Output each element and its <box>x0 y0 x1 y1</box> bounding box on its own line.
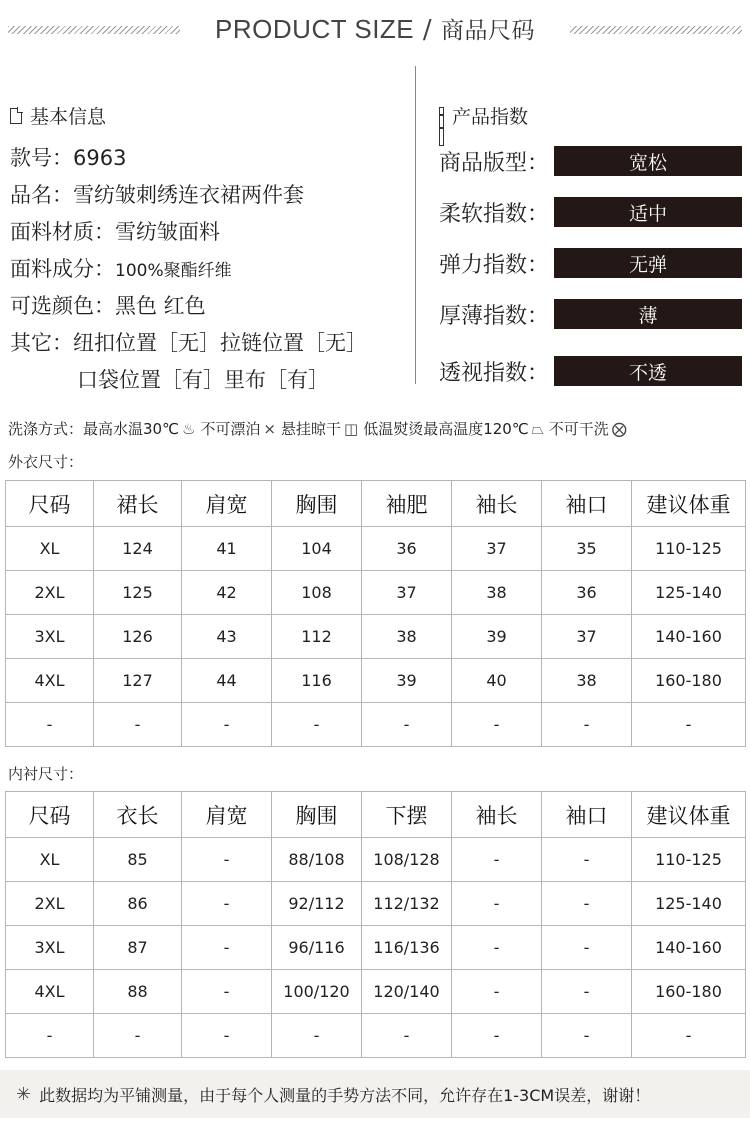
bar-chart-icon <box>439 107 444 125</box>
outer-table-cell: 104 <box>272 527 362 571</box>
outer-header-cell: 建议体重 <box>632 481 746 527</box>
lining-table-cell: 88 <box>94 970 182 1014</box>
outer-table-cell: 116 <box>272 659 362 703</box>
index-value-transparency: 不透 <box>554 356 742 386</box>
outer-table-cell: - <box>272 703 362 747</box>
lining-table-cell: 100/120 <box>272 970 362 1014</box>
basic-info-line-other: 其它：纽扣位置［无］拉链位置［无］ <box>10 331 367 355</box>
basic-info-line-material: 面料材质：雪纺皱面料 <box>10 220 220 244</box>
outer-table-cell: - <box>94 703 182 747</box>
measurement-note: ✳ 此数据均为平铺测量，由于每个人测量的手势方法不同，允许存在1-3CM误差，谢谢！ <box>0 1070 750 1118</box>
outer-header-cell: 尺码 <box>6 481 94 527</box>
lining-table-cell: - <box>542 926 632 970</box>
lining-table-cell: - <box>452 1014 542 1058</box>
basic-info-line-other-continued: 口袋位置［有］里布［有］ <box>77 368 329 392</box>
outer-table-row <box>6 659 746 703</box>
outer-table-cell: - <box>632 703 746 747</box>
outer-size-table <box>5 480 746 747</box>
lining-table-cell: - <box>94 1014 182 1058</box>
outer-table-cell: 112 <box>272 615 362 659</box>
basic-info-line-style: 款号：6963 <box>10 146 127 170</box>
lining-table-row <box>6 926 746 970</box>
lining-table-cell: 92/112 <box>272 882 362 926</box>
outer-table-cell: 38 <box>542 659 632 703</box>
index-row-elasticity: 弹力指数： 无弹 <box>439 248 742 278</box>
index-row-fit: 商品版型： 宽松 <box>439 146 742 176</box>
lining-size-table <box>5 791 746 1058</box>
outer-table-cell: 39 <box>452 615 542 659</box>
hang-dry-icon: ◫ <box>344 419 359 438</box>
lining-header-cell: 衣长 <box>94 792 182 838</box>
lining-header-cell: 胸围 <box>272 792 362 838</box>
lining-table-cell: 116/136 <box>362 926 452 970</box>
lining-table-row <box>6 1014 746 1058</box>
lining-header-cell: 袖长 <box>452 792 542 838</box>
lining-table-row <box>6 838 746 882</box>
lining-table-label: 内衬尺寸： <box>8 765 84 783</box>
outer-header-cell: 袖肥 <box>362 481 452 527</box>
outer-table-cell: 36 <box>542 571 632 615</box>
lining-table-cell: - <box>182 838 272 882</box>
lining-table-cell: - <box>542 1014 632 1058</box>
outer-table-cell: 40 <box>452 659 542 703</box>
outer-header-cell: 裙长 <box>94 481 182 527</box>
outer-table-cell: 35 <box>542 527 632 571</box>
outer-table-cell: 160-180 <box>632 659 746 703</box>
lining-table-cell: 110-125 <box>632 838 746 882</box>
outer-table-cell: 125 <box>94 571 182 615</box>
lining-table-cell: 3XL <box>6 926 94 970</box>
outer-table-row <box>6 571 746 615</box>
outer-table-cell: - <box>452 703 542 747</box>
no-bleach-icon: ⨯ <box>263 419 276 438</box>
outer-table-cell: 43 <box>182 615 272 659</box>
lining-table-cell: - <box>452 970 542 1014</box>
outer-header-cell: 袖长 <box>452 481 542 527</box>
product-index-heading: 产品指数 <box>439 102 528 129</box>
basic-info-heading: 基本信息 <box>10 102 106 129</box>
outer-table-label: 外衣尺寸： <box>8 453 84 471</box>
lining-table-cell: 87 <box>94 926 182 970</box>
lining-table-cell: 86 <box>94 882 182 926</box>
lining-table-cell: - <box>182 926 272 970</box>
lining-table-cell: 125-140 <box>632 882 746 926</box>
outer-table-cell: 38 <box>362 615 452 659</box>
lining-table-cell: - <box>182 970 272 1014</box>
basic-info-line-name: 品名：雪纺皱刺绣连衣裙两件套 <box>10 183 304 207</box>
outer-table-cell: 42 <box>182 571 272 615</box>
page-header <box>0 0 750 62</box>
lining-table-cell: 108/128 <box>362 838 452 882</box>
outer-table-cell: - <box>542 703 632 747</box>
lining-table-cell: - <box>182 882 272 926</box>
lining-table-cell: 4XL <box>6 970 94 1014</box>
lining-header-cell: 尺码 <box>6 792 94 838</box>
lining-table-cell: - <box>272 1014 362 1058</box>
lining-header-cell: 下摆 <box>362 792 452 838</box>
lining-table-row <box>6 882 746 926</box>
lining-header-cell: 建议体重 <box>632 792 746 838</box>
column-divider <box>415 66 416 384</box>
wash-basin-icon: ♨ <box>181 419 196 438</box>
lining-table-cell: - <box>452 882 542 926</box>
lining-table-cell: 96/116 <box>272 926 362 970</box>
lining-table-cell: - <box>362 1014 452 1058</box>
lining-table-cell: - <box>182 1014 272 1058</box>
index-value-softness: 适中 <box>554 197 742 227</box>
outer-table-cell: - <box>6 703 94 747</box>
lining-table-cell: - <box>542 970 632 1014</box>
outer-table-cell: 41 <box>182 527 272 571</box>
outer-table-cell: 108 <box>272 571 362 615</box>
washing-instructions: 洗涤方式： 最高水温30℃ ♨ 不可漂泊 ⨯ 悬挂晾干 ◫ 低温熨烫最高温度120℃ ⏢ 不可干洗 ⨂ <box>8 419 627 438</box>
outer-table-cell: 38 <box>452 571 542 615</box>
outer-table-cell: 127 <box>94 659 182 703</box>
lining-table-cell: 160-180 <box>632 970 746 1014</box>
outer-table-cell: 125-140 <box>632 571 746 615</box>
lining-table-cell: - <box>452 838 542 882</box>
outer-table-cell: XL <box>6 527 94 571</box>
lining-table-cell: - <box>542 838 632 882</box>
outer-table-cell: - <box>362 703 452 747</box>
outer-table-cell: 140-160 <box>632 615 746 659</box>
outer-table-cell: 36 <box>362 527 452 571</box>
outer-header-cell: 胸围 <box>272 481 362 527</box>
outer-header-cell: 袖口 <box>542 481 632 527</box>
outer-table-cell: 39 <box>362 659 452 703</box>
outer-table-row <box>6 527 746 571</box>
lining-table-cell: - <box>542 882 632 926</box>
lining-table-cell: 85 <box>94 838 182 882</box>
outer-table-cell: 4XL <box>6 659 94 703</box>
lining-table-row <box>6 970 746 1014</box>
lining-table-cell: - <box>452 926 542 970</box>
outer-table-cell: 2XL <box>6 571 94 615</box>
lining-table-cell: - <box>6 1014 94 1058</box>
outer-table-row <box>6 703 746 747</box>
outer-table-header-row <box>6 481 746 527</box>
outer-table-cell: 110-125 <box>632 527 746 571</box>
asterisk-icon: ✳ <box>16 1083 32 1105</box>
outer-table-cell: 37 <box>542 615 632 659</box>
basic-info-line-composition: 面料成分：100%聚酯纤维 <box>10 257 232 281</box>
lining-header-cell: 袖口 <box>542 792 632 838</box>
outer-table-cell: 37 <box>452 527 542 571</box>
index-row-thickness: 厚薄指数： 薄 <box>439 299 742 329</box>
lining-table-cell: 140-160 <box>632 926 746 970</box>
index-value-thickness: 薄 <box>554 299 742 329</box>
index-value-fit: 宽松 <box>554 146 742 176</box>
index-row-transparency: 透视指数： 不透 <box>439 356 742 386</box>
outer-table-row <box>6 615 746 659</box>
lining-table-cell: 112/132 <box>362 882 452 926</box>
lining-table-cell: 120/140 <box>362 970 452 1014</box>
lining-table-cell: 2XL <box>6 882 94 926</box>
outer-table-cell: 126 <box>94 615 182 659</box>
page-title: PRODUCT SIZE / 商品尺码 <box>215 14 535 45</box>
lining-table-cell: - <box>632 1014 746 1058</box>
outer-table-cell: 44 <box>182 659 272 703</box>
outer-table-cell: 37 <box>362 571 452 615</box>
lining-table-header-row <box>6 792 746 838</box>
lining-table-cell: XL <box>6 838 94 882</box>
iron-icon: ⏢ <box>531 419 544 438</box>
no-dry-clean-icon: ⨂ <box>611 419 627 438</box>
basic-info-line-colors: 可选颜色：黑色 红色 <box>10 294 206 318</box>
index-row-softness: 柔软指数： 适中 <box>439 197 742 227</box>
outer-header-cell: 肩宽 <box>182 481 272 527</box>
lining-header-cell: 肩宽 <box>182 792 272 838</box>
outer-table-cell: - <box>182 703 272 747</box>
outer-table-cell: 124 <box>94 527 182 571</box>
lining-table-cell: 88/108 <box>272 838 362 882</box>
outer-table-cell: 3XL <box>6 615 94 659</box>
index-value-elasticity: 无弹 <box>554 248 742 278</box>
document-icon <box>10 108 22 124</box>
